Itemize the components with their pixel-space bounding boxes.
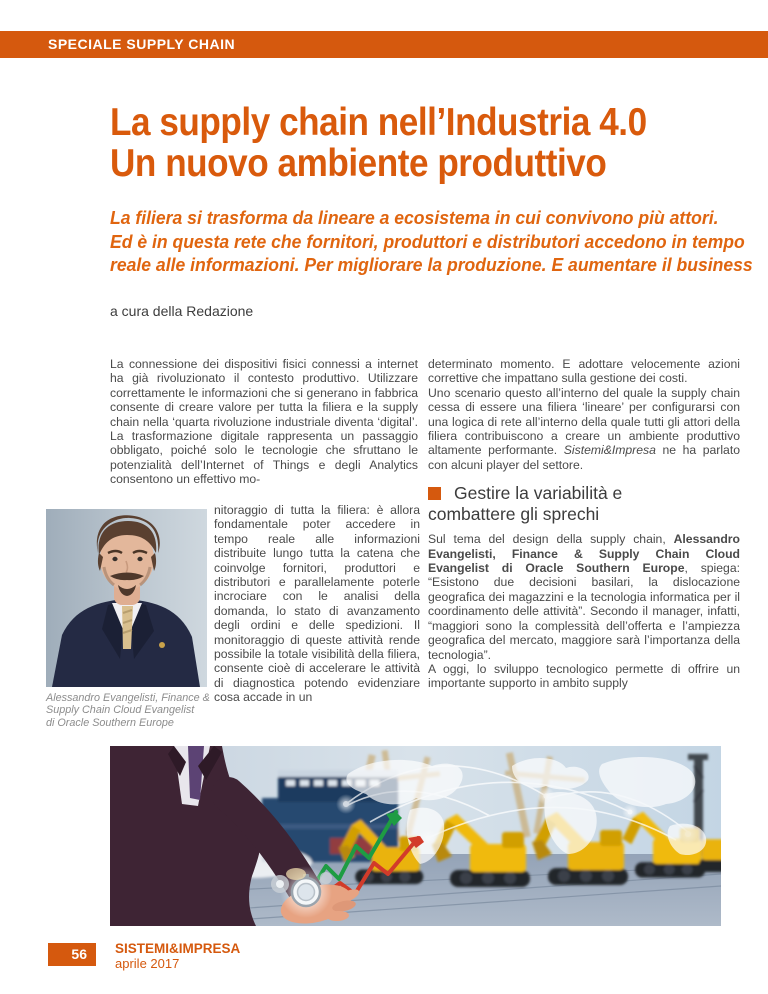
right-paragraph-3-tail: , spiega: “Esistono due decisioni basilari, la dislocazione geografica dei magazzini e la tecnologia informatica per il coordinamento delle attività”. Secondo il manager, infatti, “maggiori sono la complessità dell’offerta e l’ampiezza geografica del mercato, maggiore sarà l’importanza della tecnologia”.	[428, 561, 740, 662]
page-number: 56	[71, 946, 87, 962]
photo-caption-line3: di Oracle Southern Europe	[46, 716, 174, 729]
section-heading	[428, 483, 740, 525]
right-paragraph-3-lead: Sul tema del design della supply chain,	[428, 532, 674, 547]
column-right	[428, 357, 740, 691]
page-number-box	[48, 943, 96, 966]
right-paragraph-2-text: Uno scenario questo all’interno del quale la supply chain cessa di essere una filiera ‘lineare’ per configurarsi con una logica di rete all’interno della quale tutti gli attori della filiera contribuiscono a creare un ambiente produttivo altamente performante.	[428, 385, 740, 458]
standfirst	[110, 206, 768, 277]
article-title	[110, 102, 706, 184]
right-paragraph-2-tail: ne ha parlato con alcuni player del settore.	[428, 443, 740, 472]
column-left	[110, 357, 418, 487]
byline: a cura della Redazione	[110, 303, 254, 319]
right-paragraph-4: A oggi, lo sviluppo tecnologico permette di offrire un importante supporto in ambito supply	[428, 661, 740, 691]
standfirst-line2: Ed è in questa rete che fornitori, produttori e distributori accedono in tempo	[110, 230, 745, 252]
hero-image-illustration	[110, 746, 721, 926]
right-paragraph-2	[428, 386, 740, 472]
kicker-label: SPECIALE SUPPLY CHAIN	[48, 36, 236, 52]
issue-date: aprile 2017	[115, 956, 180, 971]
left-paragraph-wrapped: nitoraggio di tutta la filiera: è allora fondamentale poter accedere in tempo reale alle informazioni distribuite lungo tutta la catena che coinvolge fornitori, produttori e distributori e parallelamente poterle incrociare con le analisi della domanda, lo stato di avanzamento degli ordini e delle spedizioni. Il monitoraggio di queste attività rende possibile la totale visibilità della filiera, consente cioè di accelerare le attività di diagnostica potendo evidenziare cosa accade in un	[214, 503, 420, 705]
section-heading-line2: combattere gli sprechi	[428, 504, 600, 525]
left-paragraph-1: La connessione dei dispositivi fisici connessi a internet ha già rivoluzionato il contesto produttivo. Utilizzare correttamente le informazioni che si generano in fabbrica consente di creare valore per tutta la filiera e la supply chain nella ‘quarta rivoluzione industriale diventa ‘digital’. La trasformazione digitale rappresenta un passaggio obbligato, poiché solo le tecnologie che sfruttano le potenzialità dell’Internet of Things e degli Analytics consentono un effettivo mo-	[110, 357, 418, 487]
magazine-name-inline: Sistemi&Impresa	[563, 443, 656, 458]
standfirst-line3: reale alle informazioni. Per migliorare la produzione. E aumentare il business	[110, 254, 753, 275]
photo-caption	[46, 692, 226, 729]
standfirst-line1: La filiera si trasforma da lineare a ecosistema in cui convivono più attori.	[110, 207, 719, 228]
portrait-photo	[46, 509, 207, 687]
right-paragraph-3	[428, 532, 740, 662]
photo-caption-line1: Alessandro Evangelisti, Finance &	[46, 692, 210, 704]
section-heading-text1: Gestire la variabilità e	[454, 483, 623, 504]
section-bullet-icon	[428, 487, 441, 500]
kicker-bar	[0, 31, 768, 58]
right-paragraph-1: determinato momento. E adottare velocemente azioni correttive che impattano sulla gestione dei costi.	[428, 357, 740, 386]
photo-caption-line2: Supply Chain Cloud Evangelist	[46, 704, 195, 717]
hero-image	[110, 746, 721, 926]
article-title-line1: La supply chain nell’Industria 4.0	[110, 101, 647, 144]
interviewee-name: Alessandro Evangelisti, Finance & Supply Chain Cloud Evangelist di Oracle Southern Europe	[428, 532, 740, 576]
section-heading-line1	[428, 483, 740, 504]
magazine-name: SISTEMI&IMPRESA	[115, 941, 241, 956]
portrait-photo-illustration	[46, 509, 207, 687]
article-title-line2: Un nuovo ambiente produttivo	[110, 142, 607, 185]
